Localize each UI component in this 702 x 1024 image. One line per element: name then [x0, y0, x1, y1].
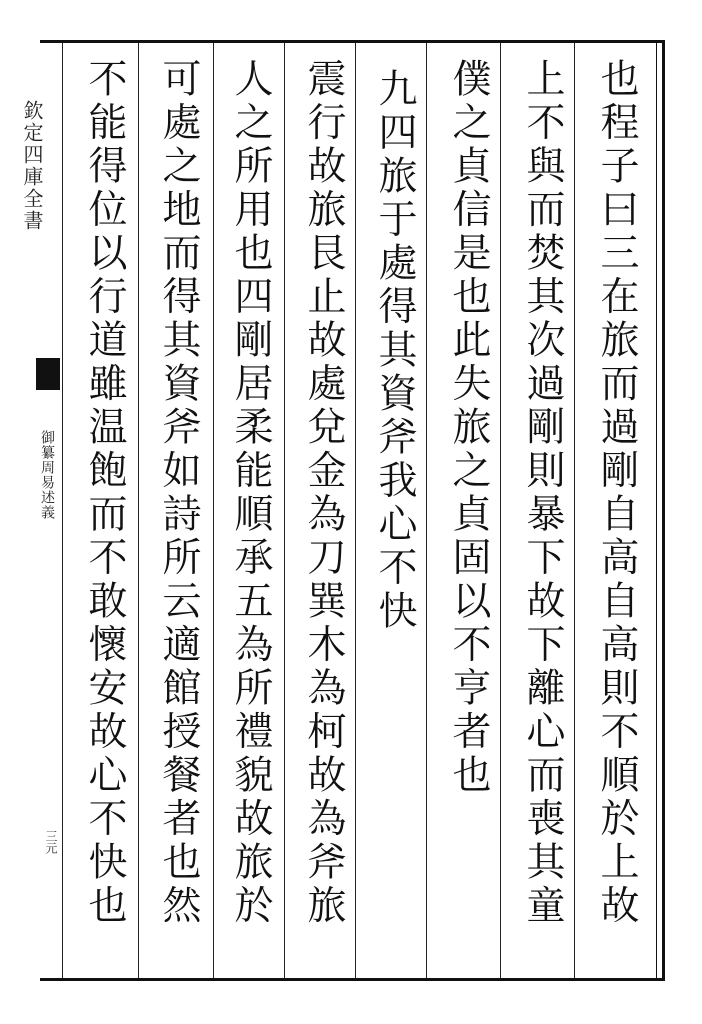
column-rule [138, 43, 139, 978]
column-rule [500, 43, 501, 978]
fish-tail-mark [36, 358, 60, 390]
margin-chapter-title: 御纂周易述義 [39, 430, 55, 520]
text-column-7: 可處之地而得其資斧如詩所云適館授餐者也然 [156, 58, 201, 928]
text-column-8: 不能得位以行道雖温飽而不敢懷安故心不快也 [82, 58, 127, 928]
frame-right-border [662, 40, 665, 981]
text-column-4: 九四旅于處得其資斧我心不快 [372, 68, 417, 634]
text-column-2: 上不與而焚其次過剛則暴下故下離心而喪其童 [520, 58, 565, 928]
column-rule [426, 43, 427, 978]
column-rule [574, 43, 575, 978]
column-rule [213, 43, 214, 978]
text-column-5: 震行故旅艮止故處兌金為刀巽木為柯故為斧旅 [301, 58, 346, 928]
frame-top-border [40, 40, 665, 43]
column-rule [62, 43, 63, 978]
text-column-1: 也程子曰三在旅而過剛自高自高則不順於上故 [594, 58, 639, 928]
text-column-3: 僕之貞信是也此失旅之貞固以不亨者也 [446, 58, 491, 798]
column-rule [355, 43, 356, 978]
column-rule [284, 43, 285, 978]
page-margin-strip [0, 40, 58, 980]
text-column-6: 人之所用也四剛居柔能順承五為所禮貌故旅於 [228, 58, 273, 928]
frame-right-inner-border [656, 40, 657, 981]
margin-book-title: 欽定四庫全書 [20, 100, 44, 232]
frame-bottom-border [40, 978, 665, 981]
margin-page-number: 三元 [44, 830, 58, 854]
